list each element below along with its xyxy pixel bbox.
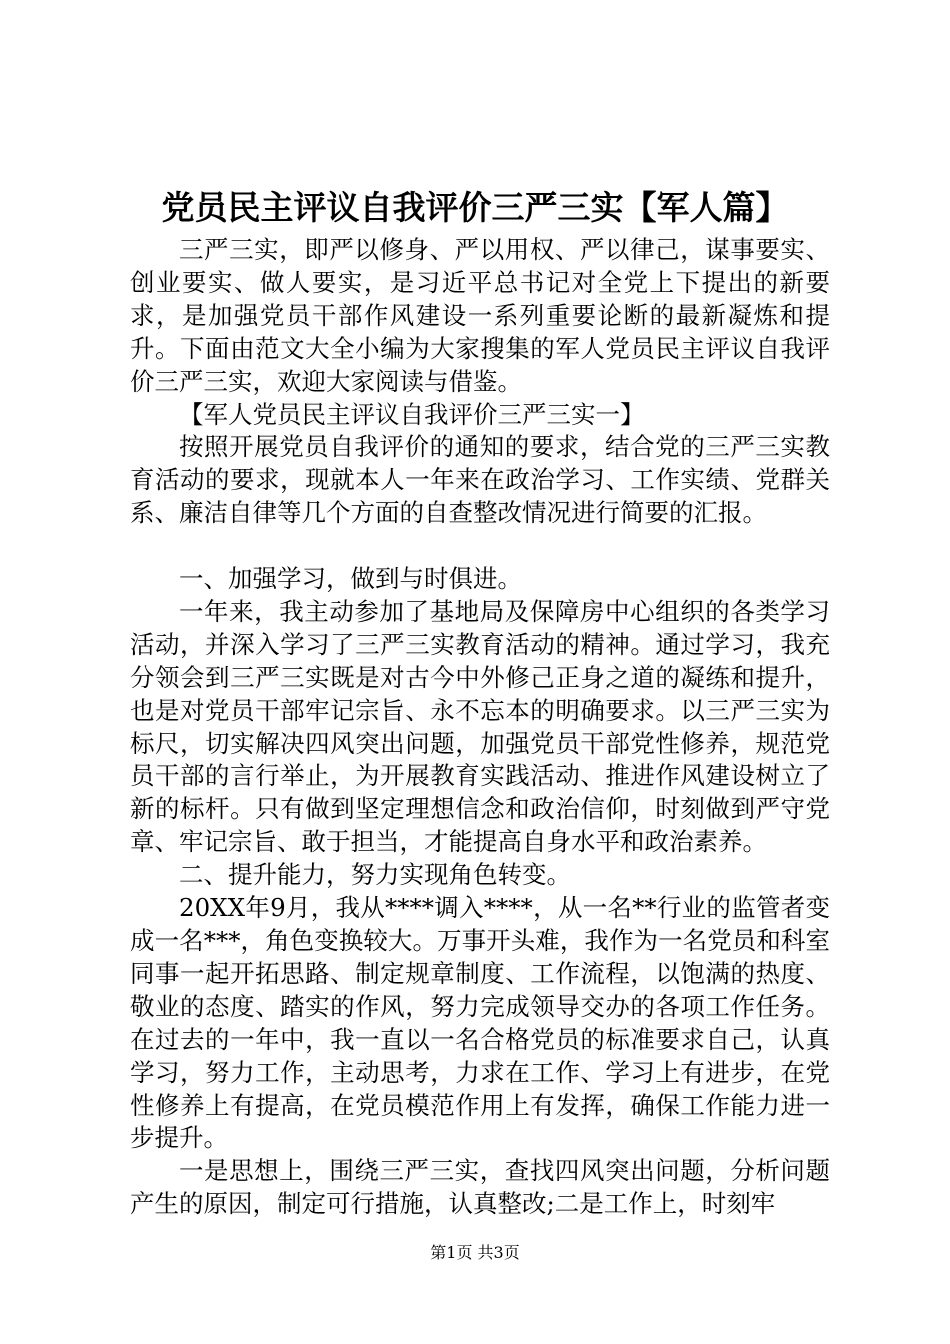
subheading-2: 二、提升能力，努力实现角色转变。 bbox=[179, 860, 571, 890]
body-paragraph: 按照开展党员自我评价的通知的要求，结合党的三严三实教育活动的要求，现就本人一年来在政治学习、工作实绩、党群关系、廉洁自律等几个方面的自查整改情况进行简要的汇报。 bbox=[130, 432, 830, 528]
subheading-1: 一、加强学习，做到与时俱进。 bbox=[179, 564, 522, 594]
body-paragraph: 一是思想上，围绕三严三实，查找四风突出问题，分析问题产生的原因，制定可行措施，认真整改;二是工作上，时刻牢 bbox=[130, 1156, 830, 1219]
body-paragraph: 一年来，我主动参加了基地局及保障房中心组织的各类学习活动，并深入学习了三严三实教育活动的精神。通过学习，我充分领会到三严三实既是对古今中外修己正身之道的凝练和提升，也是对党员干部牢记宗旨、永不忘本的明确要求。以三严三实为标尺，切实解决四风突出问题，加强党员干部党性修养，规范党员干部的言行举止，为开展教育实践活动、推进作风建设树立了新的标杆。只有做到坚定理想信念和政治信仰，时刻做到严守党章、牢记宗旨、敢于担当，才能提高自身水平和政治素养。 bbox=[130, 596, 830, 857]
body-paragraph: 20XX年9月，我从****调入****，从一名**行业的监管者变成一名***，角色变换较大。万事开头难，我作为一名党员和科室同事一起开拓思路、制定规章制度、工作流程，以饱满的热度、敬业的态度、踏实的作风，努力完成领导交办的各项工作任务。在过去的一年中，我一直以一名合格党员的标准要求自己，认真学习，努力工作，主动思考，力求在工作、学习上有进步，在党性修养上有提高，在党员模范作用上有发挥，确保工作能力进一步提升。 bbox=[130, 893, 830, 1153]
page-number-footer: 第1页 共3页 bbox=[430, 1243, 520, 1262]
section-heading: 【军人党员民主评议自我评价三严三实一】 bbox=[179, 399, 645, 429]
page-title: 党员民主评议自我评价三严三实【军人篇】 bbox=[161, 188, 789, 227]
intro-paragraph: 三严三实，即严以修身、严以用权、严以律己，谋事要实、创业要实、做人要实，是习近平总书记对全党上下提出的新要求，是加强党员干部作风建设一系列重要论断的最新凝炼和提升。下面由范文大全小编为大家搜集的军人党员民主评议自我评价三严三实，欢迎大家阅读与借鉴。 bbox=[130, 235, 830, 396]
document-body bbox=[130, 234, 830, 1221]
